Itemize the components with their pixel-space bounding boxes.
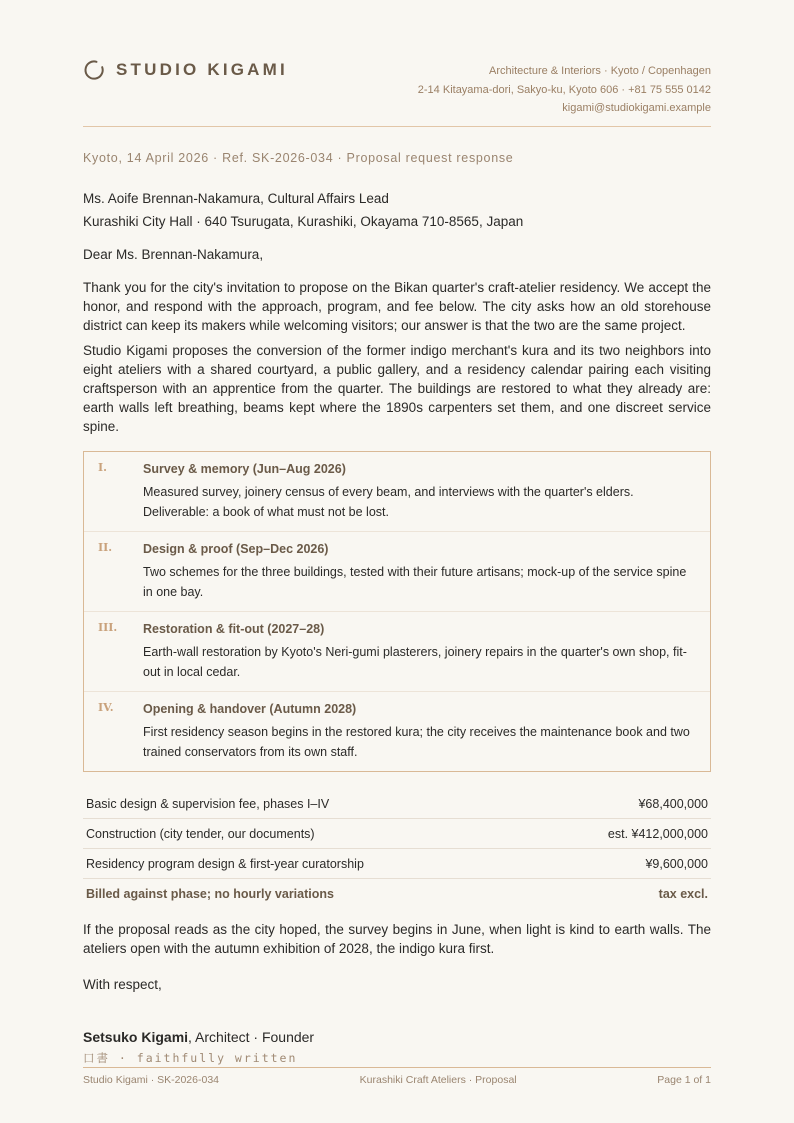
footer-left: Studio Kigami · SK-2026-034 [83, 1074, 219, 1086]
header-divider [83, 126, 711, 127]
footer-center: Kurashiki Craft Ateliers · Proposal [359, 1074, 517, 1086]
phase-title: Restoration & fit-out (2027–28) [143, 622, 325, 636]
fee-table [83, 789, 711, 908]
phase-description: Earth-wall restoration by Kyoto's Neri-gumi plasterers, joinery repairs in the quarter's own shop, fit-out in local cedar. [143, 645, 687, 679]
phase-table [83, 451, 711, 772]
phase-description: Measured survey, joinery census of every beam, and interviews with the quarter's elders. Deliverable: a book of what must not be lost. [143, 485, 634, 519]
page-number: Page 1 of 1 [657, 1074, 711, 1086]
phase-title: Opening & handover (Autumn 2028) [143, 702, 357, 716]
phase-title: Survey & memory (Jun–Aug 2026) [143, 462, 346, 476]
enso-circle-icon [83, 59, 105, 81]
fee-label: Residency program design & first-year curatorship [86, 856, 364, 871]
recipient-name: Ms. Aoife Brennan-Nakamura, Cultural Affairs Lead [83, 191, 389, 206]
fee-amount: ¥9,600,000 [645, 856, 708, 871]
phase-description: First residency season begins in the restored kura; the city receives the maintenance book and two trained conservators from its own staff. [143, 725, 690, 759]
fee-summary-row [83, 879, 711, 908]
signer-role: , Architect · Founder [188, 1029, 315, 1045]
page-footer [83, 1074, 711, 1086]
fee-row [83, 789, 711, 819]
phase-numeral: IV. [98, 701, 114, 714]
phase-numeral: II. [98, 541, 113, 554]
letter-page [83, 0, 711, 1123]
body-paragraph: Thank you for the city's invitation to propose on the Bikan quarter's craft-atelier residency. We accept the honor, and respond with the approach, program, and fee below. The city asks how an old storehouse district can keep its makers while welcoming visitors; our answer is that the two are the same project. [83, 280, 711, 333]
letterhead-contact [418, 62, 711, 118]
phase-row [84, 452, 710, 531]
reference-line: Kyoto, 14 April 2026 · Ref. SK-2026-034 · Proposal request response [83, 151, 514, 165]
signature-line [83, 1029, 314, 1045]
phase-title: Design & proof (Sep–Dec 2026) [143, 542, 329, 556]
fee-amount: est. ¥412,000,000 [607, 826, 708, 841]
complimentary-close: With respect, [83, 977, 162, 992]
tagline: Architecture & Interiors · Kyoto / Copenhagen [489, 65, 711, 77]
recipient-block [83, 187, 523, 233]
phase-description: Two schemes for the three buildings, tested with their future artisans; mock-up of the service spine in one bay. [143, 565, 687, 599]
fee-amount: tax excl. [658, 886, 708, 901]
fee-row [83, 819, 711, 849]
phase-row [84, 691, 710, 771]
closing-paragraph: If the proposal reads as the city hoped, the survey begins in June, when light is kind to earth walls. The ateliers open with the autumn exhibition of 2028, the indigo kura first. [83, 922, 711, 956]
fee-label: Basic design & supervision fee, phases I–IV [86, 796, 330, 811]
footer-divider [83, 1067, 711, 1068]
body-paragraph: Studio Kigami proposes the conversion of the former indigo merchant's kura and its two neighbors into eight ateliers with a shared courtyard, a public gallery, and a residency calendar pairing each visiting craftsperson with an apprentice from the quarter. The buildings are restored to what they already are: earth walls left breathing, beams kept where the 1890s carpenters set them, and one discreet service spine. [83, 343, 711, 434]
salutation: Dear Ms. Brennan-Nakamura, [83, 247, 264, 262]
phase-numeral: I. [98, 461, 107, 474]
brand [83, 59, 288, 81]
fee-label: Billed against phase; no hourly variations [86, 886, 334, 901]
fee-amount: ¥68,400,000 [638, 796, 708, 811]
studio-address: 2-14 Kitayama-dori, Sakyo-ku, Kyoto 606 · +81 75 555 0142 [417, 83, 711, 96]
phase-numeral: III. [98, 621, 118, 634]
phase-row [84, 531, 710, 611]
phase-row [84, 611, 710, 691]
signer-name: Setsuko Kigami [83, 1029, 189, 1045]
brand-name: STUDIO KIGAMI [116, 60, 288, 79]
recipient-address: Kurashiki City Hall · 640 Tsurugata, Kurashiki, Okayama 710-8565, Japan [83, 214, 524, 229]
signature-note: 口書 · faithfully written [83, 1051, 298, 1065]
studio-email: kigami@studiokigami.example [562, 102, 711, 114]
fee-label: Construction (city tender, our documents) [86, 826, 315, 841]
fee-row [83, 849, 711, 879]
